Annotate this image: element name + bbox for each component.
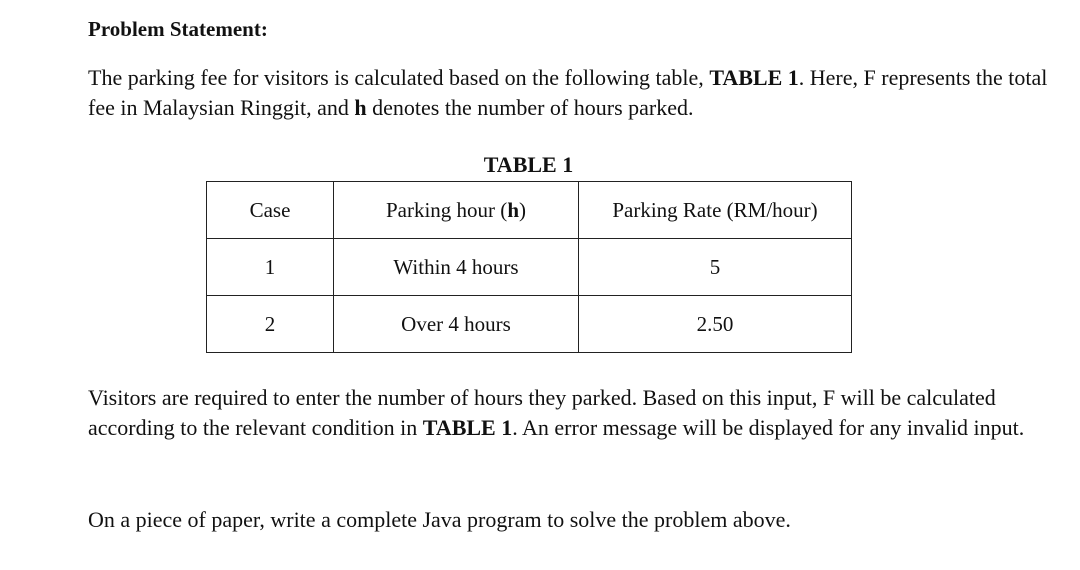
text: Visitors are required to enter the number of hours they parked. Based on this input, F will be calculated according to the relevant condition in (88, 385, 996, 440)
text: denotes the number of hours parked. (366, 95, 694, 120)
text: The parking fee for visitors is calculated based on the following table, (88, 65, 710, 90)
cell-case: 1 (207, 239, 334, 296)
header-parking-hour (334, 182, 579, 239)
parking-rate-table (206, 181, 852, 353)
table-row (207, 239, 852, 296)
cell-rate: 5 (579, 239, 852, 296)
table-row (207, 296, 852, 353)
cell-case: 2 (207, 296, 334, 353)
variable-h: h (354, 95, 367, 120)
table-ref: TABLE 1 (709, 65, 799, 90)
cell-hour: Within 4 hours (334, 239, 579, 296)
task-instruction: On a piece of paper, write a complete Java program to solve the problem above. (88, 507, 791, 532)
input-description (88, 383, 1048, 443)
header-case: Case (207, 182, 334, 239)
text: . An error message will be displayed for any invalid input. (512, 415, 1025, 440)
text: Parking hour ( (385, 197, 508, 222)
text: ) (519, 197, 526, 222)
section-title: Problem Statement: (88, 17, 268, 41)
problem-description (88, 63, 1048, 123)
table-header-row (207, 182, 852, 239)
table-ref: TABLE 1 (422, 415, 513, 440)
header-parking-rate: Parking Rate (RM/hour) (579, 182, 852, 239)
text: h (507, 197, 519, 222)
cell-hour: Over 4 hours (334, 296, 579, 353)
table-caption: TABLE 1 (483, 152, 574, 177)
cell-rate: 2.50 (579, 296, 852, 353)
text: . Here, F represents the total fee in Malaysian Ringgit, and (88, 65, 1048, 120)
